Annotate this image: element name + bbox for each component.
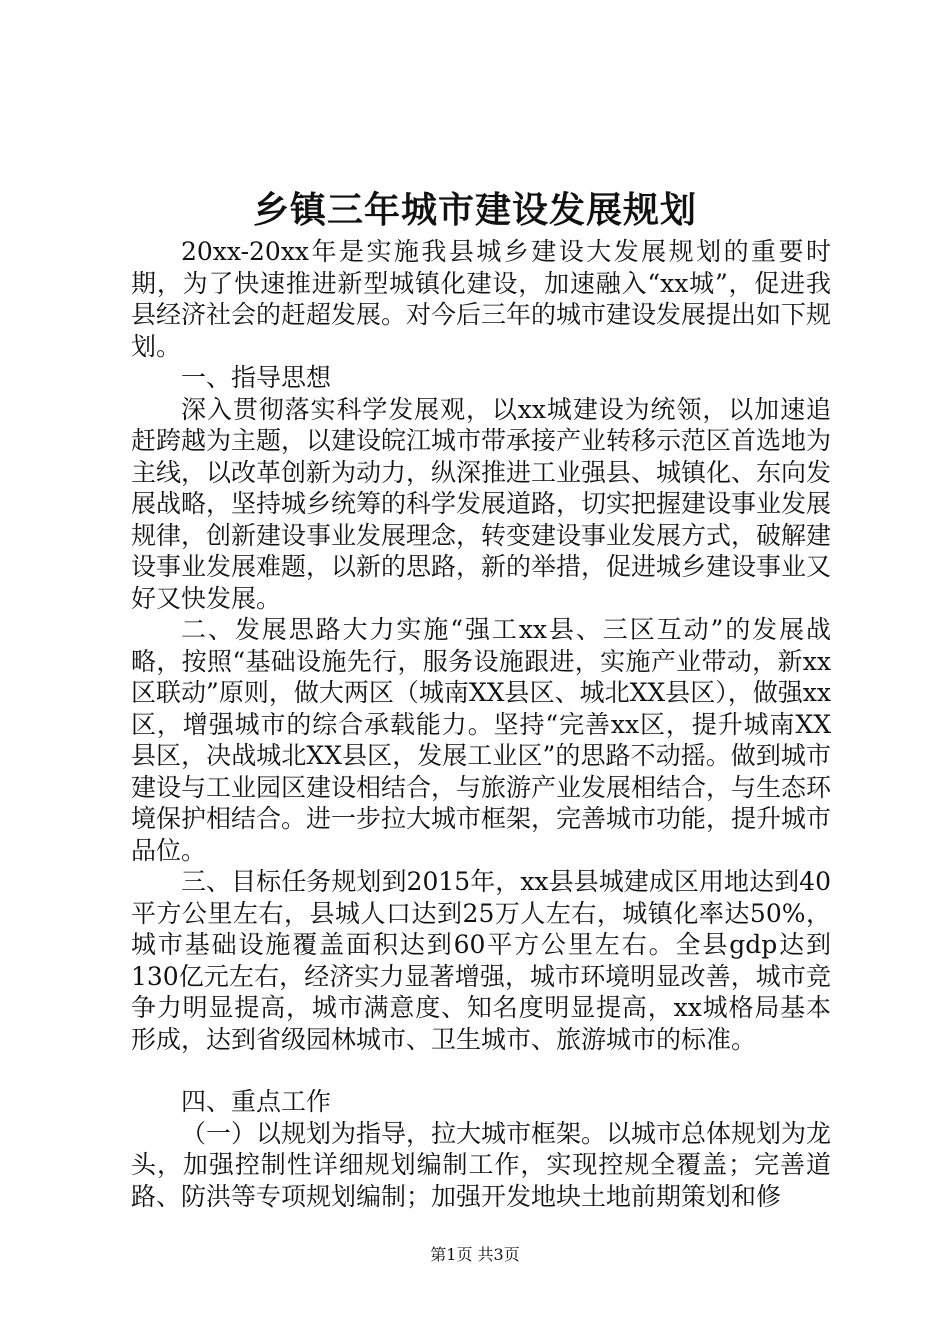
heading-key-work: 四、重点工作: [181, 1087, 332, 1116]
paragraph-intro: 20xx-20xx年是实施我县城乡建设大发展规划的重要时期，为了快速推进新型城镇化建设，加速融入“xx城”，促进我县经济社会的赶超发展。对今后三年的城市建设发展提出如下规划。: [131, 237, 832, 361]
paragraph-guiding-ideology: 深入贯彻落实科学发展观，以xx城建设为统领，以加速追赶跨越为主题，以建设皖江城市带承接产业转移示范区首选地为主线，以改革创新为动力，纵深推进工业强县、城镇化、东向发展战略，坚持城乡统筹的科学发展道路，切实把握建设事业发展规律，创新建设事业发展理念，转变建设事业发展方式，破解建设事业发展难题，以新的思路，新的举措，促进城乡建设事业又好又快发展。: [131, 394, 832, 613]
heading-guiding-ideology: 一、指导思想: [181, 363, 332, 392]
page-number-footer: 第1页 共3页: [430, 1245, 520, 1264]
paragraph-development-approach: 二、发展思路大力实施“强工xx县、三区互动”的发展战略，按照“基础设施先行，服务设施跟进，实施产业带动，新xx区联动”原则，做大两区（城南XX县区、城北XX县区），做强xx区，增强城市的综合承载能力。坚持“完善xx区，提升城南XX县区，决战城北XX县区，发展工业区”的思路不动摇。做到城市建设与工业园区建设相结合，与旅游产业发展相结合，与生态环境保护相结合。进一步拉大城市框架，完善城市功能，提升城市品位。: [131, 615, 832, 865]
paragraph-target-tasks: 三、目标任务规划到2015年，xx县县城建成区用地达到40平方公里左右，县城人口达到25万人左右，城镇化率达50%，城市基础设施覆盖面积达到60平方公里左右。全县gdp达到130亿元左右，经济实力显著增强，城市环境明显改善，城市竞争力明显提高，城市满意度、知名度明显提高，xx城格局基本形成，达到省级园林城市、卫生城市、旅游城市的标准。: [131, 867, 831, 1054]
document-title: 乡镇三年城市建设发展规划: [252, 189, 697, 231]
paragraph-key-work-1: （一）以规划为指导，拉大城市框架。以城市总体规划为龙头，加强控制性详细规划编制工作，实现控规全覆盖；完善道路、防洪等专项规划编制；加强开发地块土地前期策划和修: [131, 1118, 832, 1211]
document-body: [131, 236, 831, 1212]
